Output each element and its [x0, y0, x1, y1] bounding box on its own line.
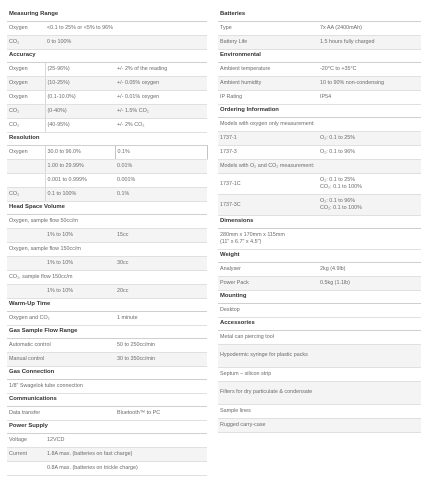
- dimensions-value: [218, 229, 421, 250]
- table-row: [7, 434, 207, 448]
- row-label: IP Rating: [218, 91, 318, 105]
- section-weight: [218, 250, 421, 263]
- section-mounting: [218, 291, 421, 304]
- row-value: +/- 1.5% CO₂: [115, 105, 207, 119]
- row-label: CO₂, sample flow 150cc/m: [7, 271, 207, 285]
- specs-right-table: [218, 9, 421, 433]
- row-value: +/- 2% of the reading: [115, 63, 207, 77]
- table-row: [218, 174, 421, 195]
- row-value: <0.1 to 25% or <5% to 96%: [45, 22, 207, 36]
- row-value: 0.1%: [115, 188, 207, 202]
- table-row: [7, 271, 207, 285]
- section-title: Accuracy: [7, 50, 207, 63]
- row-label: Models with O₂ and CO₂ measurement:: [218, 160, 421, 174]
- row-value: +/- 0.01% oxygen: [115, 91, 207, 105]
- section-title: Communications: [7, 394, 207, 407]
- row-label: Battery Life: [218, 36, 318, 50]
- row-value: +/- 2% CO₂: [115, 119, 207, 133]
- section-ordering-information: [218, 105, 421, 118]
- row-label: Desktop: [218, 304, 421, 318]
- table-row: [7, 257, 207, 271]
- model-range-o2: O₂: 0.1 to 25%: [320, 176, 356, 183]
- row-value: 0.1%: [115, 146, 207, 160]
- accessory-item: Septum – silicon strip: [218, 368, 421, 382]
- section-title: Mounting: [218, 291, 421, 304]
- row-label: Automatic control: [7, 339, 115, 353]
- accessory-item: Hypodermic syringe for plastic packs: [218, 345, 318, 368]
- row-label: 1/8" Swagelok tube connection: [7, 380, 207, 394]
- row-label: Analyser: [218, 263, 318, 277]
- table-row: [7, 407, 207, 421]
- row-range: 1% to 10%: [45, 285, 115, 299]
- dimensions-metric: 280mm x 170mm x 115mm: [220, 231, 285, 238]
- table-row: [218, 277, 421, 291]
- table-row: [7, 339, 207, 353]
- table-row: [7, 285, 207, 299]
- row-label: Power Pack: [218, 277, 318, 291]
- section-title: Dimensions: [218, 216, 421, 229]
- section-dimensions: [218, 216, 421, 229]
- table-row: [7, 91, 207, 105]
- model-range-co2: CO₂: 0.1 to 100%: [320, 205, 362, 211]
- table-row: [218, 160, 421, 174]
- section-title: Environmental: [218, 50, 421, 63]
- row-label: Oxygen, sample flow 150cc/m: [7, 243, 207, 257]
- row-value: -20°C to +35°C: [318, 63, 421, 77]
- table-row: [7, 63, 207, 77]
- table-row: [218, 132, 421, 146]
- specs-left-table: [7, 9, 208, 476]
- section-title: Warm-Up Time: [7, 299, 207, 312]
- row-label: Oxygen: [7, 63, 45, 77]
- accessory-item: Sample lines: [218, 405, 421, 419]
- row-label: CO₂: [7, 105, 45, 119]
- table-row: [218, 195, 421, 216]
- row-value: 0.001%: [115, 174, 207, 188]
- row-label: Data transfer: [7, 407, 115, 421]
- table-row: [218, 229, 421, 250]
- row-label: Oxygen: [7, 22, 45, 36]
- row-range: (25-96%): [45, 63, 115, 77]
- list-item: [218, 368, 421, 382]
- table-row: [218, 263, 421, 277]
- section-title: Resolution: [7, 133, 207, 146]
- row-value: 0.01%: [115, 160, 207, 174]
- row-value: 12VCD: [45, 434, 207, 448]
- section-gas-sample-flow-range: [7, 326, 207, 339]
- table-row: [7, 312, 207, 326]
- section-batteries: [218, 9, 421, 22]
- table-row: [218, 36, 421, 50]
- section-title: Head Space Volume: [7, 202, 207, 215]
- row-value: +/- 0.05% oxygen: [115, 77, 207, 91]
- table-row: [218, 146, 421, 160]
- table-row: [218, 91, 421, 105]
- row-value: 0.5kg (1.1lb): [318, 277, 421, 291]
- list-item: [218, 331, 421, 345]
- table-row: [7, 229, 207, 243]
- row-label: Oxygen: [7, 77, 45, 91]
- row-label: Voltage: [7, 434, 45, 448]
- row-label: Ambient temperature: [218, 63, 318, 77]
- row-range: 0.001 to 0.999%: [45, 174, 115, 188]
- accessory-item: Filters for dry particulate & condensate: [218, 382, 318, 405]
- specs-left-column: [7, 9, 207, 476]
- row-value: 50 to 250cc/min: [115, 339, 207, 353]
- section-accuracy: [7, 50, 207, 63]
- section-title: Weight: [218, 250, 421, 263]
- table-row: [7, 105, 207, 119]
- row-range: 30.0 to 96.0%: [45, 146, 115, 160]
- table-row: [7, 160, 207, 174]
- section-resolution: [7, 133, 207, 146]
- list-item: [218, 382, 421, 405]
- row-value: 15cc: [115, 229, 207, 243]
- specs-right-column: [218, 9, 421, 433]
- row-label: Models with oxygen only measurement:: [218, 118, 421, 132]
- model-number: 1737-3: [218, 146, 318, 160]
- row-label: CO₂: [7, 188, 45, 202]
- table-row: [218, 304, 421, 318]
- accessory-item: Rugged carry-case: [218, 419, 421, 433]
- row-range: 1% to 10%: [45, 257, 115, 271]
- row-value: 1 minute: [115, 312, 207, 326]
- section-title: Gas Sample Flow Range: [7, 326, 207, 339]
- section-title: Measuring Range: [7, 9, 207, 22]
- section-power-supply: [7, 421, 207, 434]
- model-range: [318, 174, 421, 195]
- table-row: [7, 174, 207, 188]
- row-value: 7x AA (2400mAh): [318, 22, 421, 36]
- section-title: Batteries: [218, 9, 421, 22]
- row-value: 30cc: [115, 257, 207, 271]
- table-row: [7, 215, 207, 229]
- row-label: CO₂: [7, 119, 45, 133]
- row-value: 2kg (4.9lb): [318, 263, 421, 277]
- model-range: [318, 195, 421, 216]
- section-title: Ordering Information: [218, 105, 421, 118]
- table-row: [7, 36, 207, 50]
- model-number: 1737-3C: [218, 195, 318, 216]
- table-row: [7, 22, 207, 36]
- section-communications: [7, 394, 207, 407]
- row-label: [7, 160, 45, 174]
- row-label: [7, 174, 45, 188]
- dimensions-imperial: (11" x 6.7" x 4.5"): [220, 239, 262, 245]
- section-environmental: [218, 50, 421, 63]
- row-range: 1% to 10%: [45, 229, 115, 243]
- table-row: [7, 462, 207, 476]
- row-label: Oxygen, sample flow 50cc/m: [7, 215, 207, 229]
- table-row: [218, 22, 421, 36]
- section-measuring-range: [7, 9, 207, 22]
- table-row: [218, 63, 421, 77]
- list-item: [218, 405, 421, 419]
- row-value: 30 to 350cc/min: [115, 353, 207, 367]
- row-label: Manual control: [7, 353, 115, 367]
- row-value: 10 to 90% non-condensing: [318, 77, 421, 91]
- table-row: [7, 119, 207, 133]
- table-row: [7, 380, 207, 394]
- model-range: O₂: 0.1 to 25%: [318, 132, 421, 146]
- table-row: [7, 243, 207, 257]
- row-value: Bluetooth™ to PC: [115, 407, 207, 421]
- table-row: [7, 353, 207, 367]
- section-gas-connection: [7, 367, 207, 380]
- row-value: 0.8A max. (batteries on trickle charge): [45, 462, 207, 476]
- section-title: Gas Connection: [7, 367, 207, 380]
- row-label: Oxygen: [7, 91, 45, 105]
- row-label: Current: [7, 448, 45, 462]
- row-label: Type: [218, 22, 318, 36]
- row-range: (0.1-10.0%): [45, 91, 115, 105]
- accessory-item: Metal can piercing tool: [218, 331, 421, 345]
- model-number: 1737-1: [218, 132, 318, 146]
- row-value: 1.8A max. (batteries on fast charge): [45, 448, 207, 462]
- row-value: 20cc: [115, 285, 207, 299]
- model-range: O₂: 0.1 to 96%: [318, 146, 421, 160]
- row-label: Oxygen and CO₂: [7, 312, 115, 326]
- row-value: 1.5 hours fully charged: [318, 36, 421, 50]
- section-head-space-volume: [7, 202, 207, 215]
- table-row: [7, 77, 207, 91]
- row-label: Oxygen: [7, 146, 45, 160]
- table-row: [218, 77, 421, 91]
- section-accessories: [218, 318, 421, 331]
- row-range: (0-40%): [45, 105, 115, 119]
- row-range: (10-25%): [45, 77, 115, 91]
- section-warm-up-time: [7, 299, 207, 312]
- row-range: (40-95%): [45, 119, 115, 133]
- row-value: 0 to 100%: [45, 36, 207, 50]
- list-item: [218, 345, 421, 368]
- row-value: IP54: [318, 91, 421, 105]
- table-row: [7, 448, 207, 462]
- table-row: [7, 146, 207, 160]
- table-row: [7, 188, 207, 202]
- row-range: 0.1 to 100%: [45, 188, 115, 202]
- table-row: [218, 118, 421, 132]
- section-title: Accessories: [218, 318, 421, 331]
- row-range: 1.00 to 29.99%: [45, 160, 115, 174]
- row-label: CO₂: [7, 36, 45, 50]
- list-item: [218, 419, 421, 433]
- section-title: Power Supply: [7, 421, 207, 434]
- row-label: [7, 462, 45, 476]
- model-range-o2: O₂: 0.1 to 96%: [320, 197, 356, 204]
- model-number: 1737-1C: [218, 174, 318, 195]
- row-label: Ambient humidity: [218, 77, 318, 91]
- model-range-co2: CO₂: 0.1 to 100%: [320, 184, 362, 190]
